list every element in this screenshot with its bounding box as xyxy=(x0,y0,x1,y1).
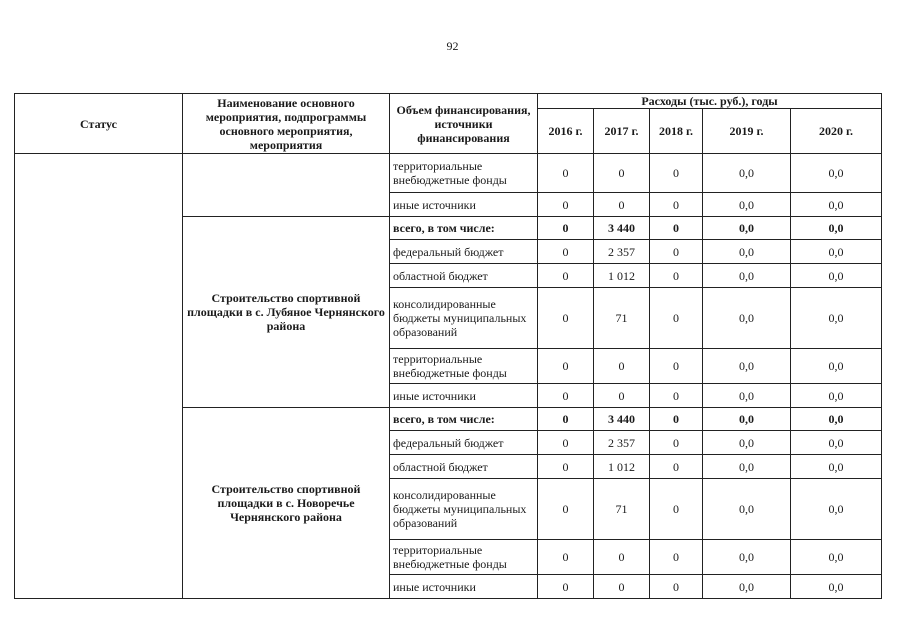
value-cell: 0 xyxy=(594,540,650,575)
value-cell: 0 xyxy=(594,193,650,217)
value-cell: 0,0 xyxy=(791,479,882,540)
header-year: 2017 г. xyxy=(594,109,650,154)
value-cell: 0,0 xyxy=(703,479,791,540)
source-cell: областной бюджет xyxy=(390,264,538,288)
value-cell: 0,0 xyxy=(703,240,791,264)
value-cell: 0 xyxy=(650,479,703,540)
value-cell: 0 xyxy=(538,431,594,455)
value-cell: 2 357 xyxy=(594,431,650,455)
value-cell: 1 012 xyxy=(594,264,650,288)
value-cell: 0,0 xyxy=(791,575,882,599)
value-cell: 0 xyxy=(538,540,594,575)
value-cell: 71 xyxy=(594,288,650,349)
value-cell: 0,0 xyxy=(791,349,882,384)
value-cell: 0,0 xyxy=(703,349,791,384)
value-cell: 0 xyxy=(650,575,703,599)
value-cell: 0 xyxy=(538,479,594,540)
event-name: Строительство спортивной площадки в с. Новоречье Чернянского района xyxy=(183,408,390,599)
value-cell: 0 xyxy=(594,384,650,408)
value-cell: 0,0 xyxy=(703,455,791,479)
value-cell: 0,0 xyxy=(703,575,791,599)
value-cell: 0,0 xyxy=(791,193,882,217)
value-cell: 0 xyxy=(650,217,703,240)
source-cell: федеральный бюджет xyxy=(390,431,538,455)
value-cell: 0 xyxy=(538,154,594,193)
value-cell: 0 xyxy=(650,540,703,575)
header-year: 2019 г. xyxy=(703,109,791,154)
value-cell: 0 xyxy=(650,384,703,408)
value-cell: 1 012 xyxy=(594,455,650,479)
value-cell: 0 xyxy=(538,384,594,408)
value-cell: 0,0 xyxy=(791,154,882,193)
value-cell: 0,0 xyxy=(791,264,882,288)
value-cell: 0,0 xyxy=(791,217,882,240)
value-cell: 0,0 xyxy=(703,193,791,217)
header-status: Статус xyxy=(15,94,183,154)
source-cell: всего, в том числе: xyxy=(390,217,538,240)
value-cell: 0,0 xyxy=(703,384,791,408)
value-cell: 0 xyxy=(650,154,703,193)
value-cell: 0,0 xyxy=(791,455,882,479)
source-cell: областной бюджет xyxy=(390,455,538,479)
source-cell: иные источники xyxy=(390,575,538,599)
source-cell: иные источники xyxy=(390,384,538,408)
page-number: 92 xyxy=(446,39,459,53)
value-cell: 0 xyxy=(650,349,703,384)
value-cell: 0 xyxy=(650,431,703,455)
value-cell: 0 xyxy=(538,408,594,431)
source-cell: территориальные внебюджетные фонды xyxy=(390,154,538,193)
event-name: Строительство спортивной площадки в с. Лубяное Чернянского района xyxy=(183,217,390,408)
value-cell: 0 xyxy=(650,288,703,349)
value-cell: 0,0 xyxy=(703,288,791,349)
value-cell: 0 xyxy=(594,154,650,193)
source-cell: территориальные внебюджетные фонды xyxy=(390,349,538,384)
value-cell: 0 xyxy=(650,240,703,264)
value-cell: 0,0 xyxy=(791,384,882,408)
header-year: 2020 г. xyxy=(791,109,882,154)
value-cell: 0,0 xyxy=(791,431,882,455)
value-cell: 0,0 xyxy=(703,408,791,431)
value-cell: 0 xyxy=(650,455,703,479)
value-cell: 2 357 xyxy=(594,240,650,264)
name-cell xyxy=(183,154,390,217)
status-cell xyxy=(15,154,183,599)
value-cell: 0 xyxy=(594,349,650,384)
source-cell: всего, в том числе: xyxy=(390,408,538,431)
value-cell: 0 xyxy=(650,264,703,288)
value-cell: 0 xyxy=(538,264,594,288)
header-year: 2016 г. xyxy=(538,109,594,154)
value-cell: 0 xyxy=(538,193,594,217)
value-cell: 0,0 xyxy=(703,154,791,193)
header-funding: Объем финансирования, источники финансирования xyxy=(390,94,538,154)
value-cell: 0 xyxy=(650,408,703,431)
value-cell: 0 xyxy=(538,240,594,264)
value-cell: 0 xyxy=(538,349,594,384)
value-cell: 0,0 xyxy=(791,540,882,575)
header-year: 2018 г. xyxy=(650,109,703,154)
value-cell: 3 440 xyxy=(594,217,650,240)
source-cell: федеральный бюджет xyxy=(390,240,538,264)
header-name: Наименование основного мероприятия, подпрограммы основного мероприятия, мероприятия xyxy=(183,94,390,154)
value-cell: 0 xyxy=(538,575,594,599)
value-cell: 0,0 xyxy=(791,288,882,349)
value-cell: 0,0 xyxy=(791,408,882,431)
value-cell: 0,0 xyxy=(703,540,791,575)
value-cell: 0 xyxy=(594,575,650,599)
value-cell: 0 xyxy=(650,193,703,217)
value-cell: 0,0 xyxy=(703,431,791,455)
value-cell: 3 440 xyxy=(594,408,650,431)
header-expenses: Расходы (тыс. руб.), годы xyxy=(538,94,882,109)
value-cell: 0,0 xyxy=(703,217,791,240)
source-cell: территориальные внебюджетные фонды xyxy=(390,540,538,575)
source-cell: иные источники xyxy=(390,193,538,217)
source-cell: консолидированные бюджеты муниципальных образований xyxy=(390,479,538,540)
source-cell: консолидированные бюджеты муниципальных образований xyxy=(390,288,538,349)
table-row xyxy=(15,154,882,193)
value-cell: 0 xyxy=(538,217,594,240)
financing-table xyxy=(14,93,882,599)
value-cell: 0 xyxy=(538,288,594,349)
value-cell: 0,0 xyxy=(791,240,882,264)
value-cell: 0 xyxy=(538,455,594,479)
value-cell: 0,0 xyxy=(703,264,791,288)
value-cell: 71 xyxy=(594,479,650,540)
